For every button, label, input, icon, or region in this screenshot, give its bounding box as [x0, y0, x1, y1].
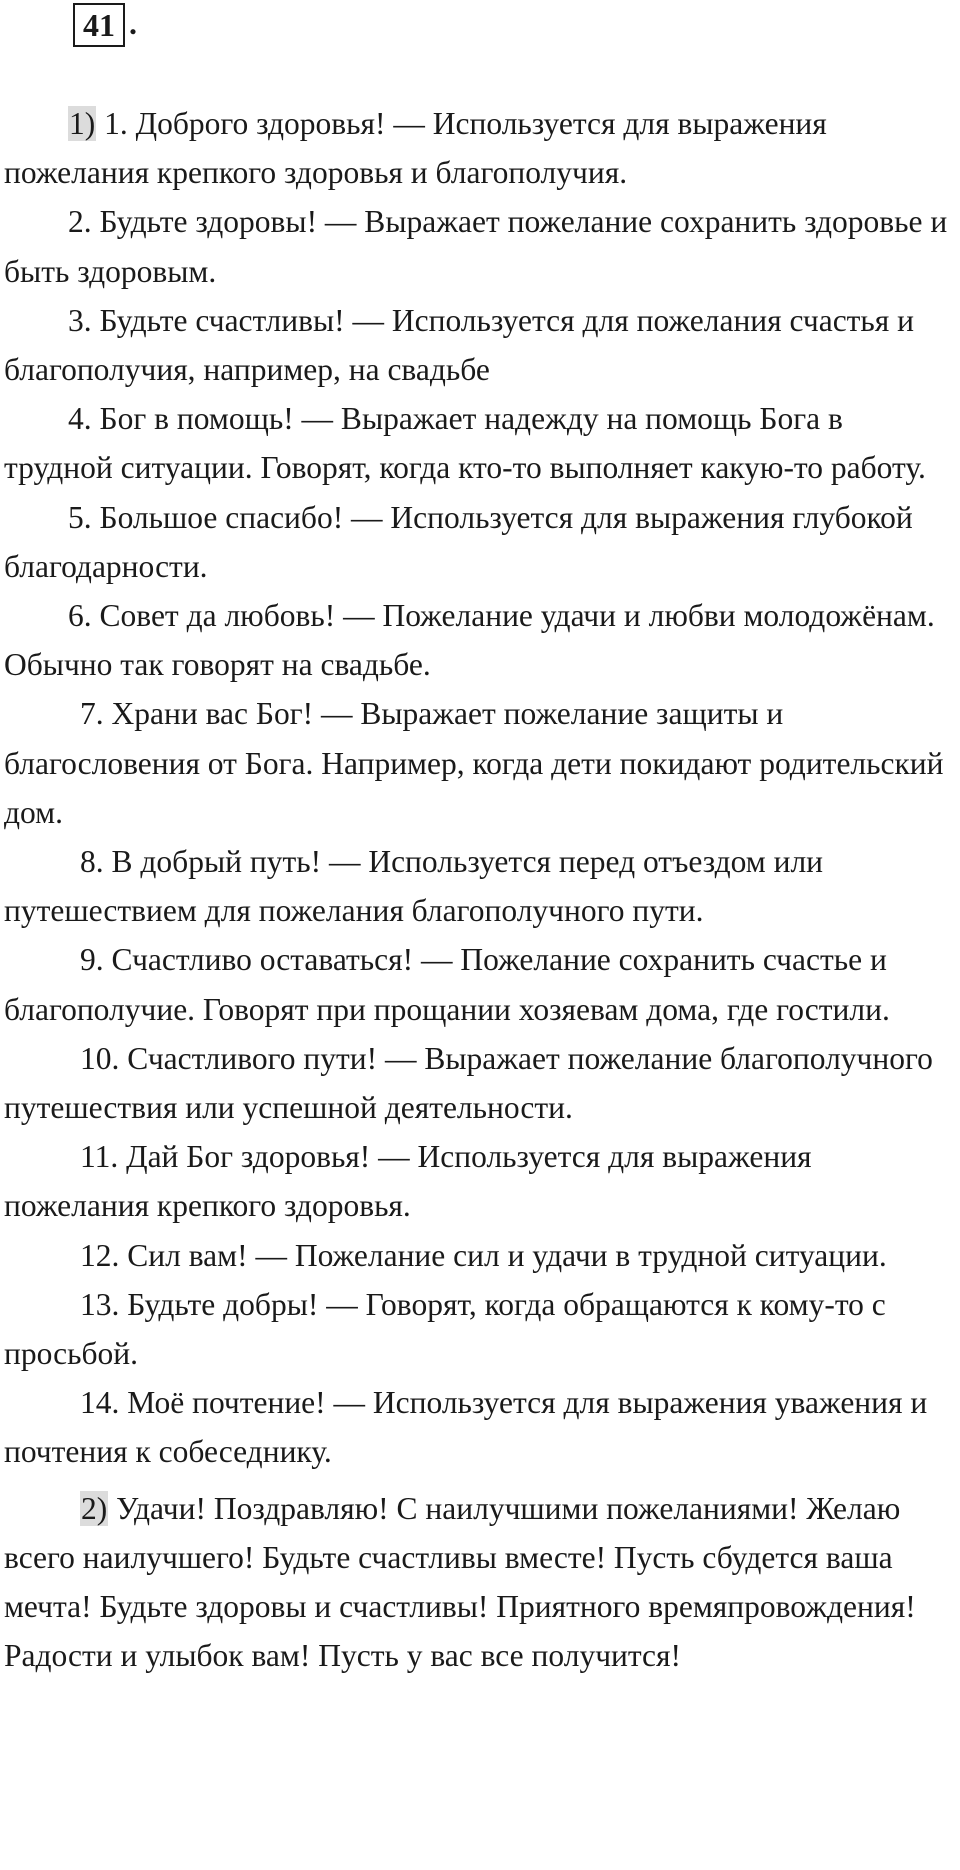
item-text: 8. В добрый путь! — Используется перед отъездом или путешествием для пожелания благополучного пути.	[4, 844, 824, 929]
part1-item-5	[4, 493, 959, 591]
part1-item-4	[4, 394, 959, 492]
item-text: 1. Доброго здоровья! — Используется для выражения пожелания крепкого здоровья и благополучия.	[4, 106, 827, 191]
item-text: 4. Бог в помощь! — Выражает надежду на помощь Бога в трудной ситуации. Говорят, когда кто-то выполняет какую-то работу.	[4, 401, 926, 486]
part1-item-2	[4, 197, 959, 295]
item-text: 12. Сил вам! — Пожелание сил и удачи в трудной ситуации.	[80, 1237, 887, 1273]
exercise-number-dot: .	[129, 5, 137, 41]
part2-text: Удачи! Поздравляю! С наилучшими пожеланиями! Желаю всего наилучшего! Будьте счастливы вместе! Пусть сбудется ваша мечта! Будьте здоровы и счастливы! Приятного времяпровождения! Радости и улыбок вам! Пусть у вас все получится!	[4, 1490, 916, 1674]
part1-item-13	[4, 1280, 959, 1378]
item-text: 10. Счастливого пути! — Выражает пожелание благополучного путешествия или успешной деятельности.	[4, 1040, 933, 1126]
answer-content	[4, 99, 959, 1681]
item-text: 2. Будьте здоровы! — Выражает пожелание сохранить здоровье и быть здоровым.	[4, 204, 948, 289]
part1-label: 1)	[69, 106, 96, 141]
part1-item-3	[4, 296, 959, 394]
item-text: 3. Будьте счастливы! — Используется для пожелания счастья и благополучия, например, на свадьбе	[4, 302, 915, 388]
part1-item-9	[4, 935, 959, 1033]
part2-paragraph	[4, 1484, 959, 1681]
item-text: 6. Совет да любовь! — Пожелание удачи и любви молодожёнам. Обычно так говорят на свадьбе.	[4, 598, 935, 683]
exercise-number-box: 41	[73, 3, 125, 47]
part1-item-11	[4, 1132, 959, 1230]
part2-label: 2)	[81, 1490, 108, 1526]
item-text: 11. Дай Бог здоровья! — Используется для выражения пожелания крепкого здоровья.	[4, 1139, 812, 1224]
part1-item-7	[4, 689, 959, 837]
part1-item-10	[4, 1034, 959, 1132]
item-text: 14. Моё почтение! — Используется для выражения уважения и почтения к собеседнику.	[4, 1385, 928, 1470]
item-text: 9. Счастливо оставаться! — Пожелание сохранить счастье и благополучие. Говорят при прощании хозяевам дома, где гостили.	[4, 942, 890, 1027]
item-text: 13. Будьте добры! — Говорят, когда обращаются к кому-то с просьбой.	[4, 1286, 886, 1372]
part1-item-12	[4, 1231, 959, 1280]
item-text: 5. Большое спасибо! — Используется для выражения глубокой благодарности.	[4, 499, 913, 584]
item-text: 7. Храни вас Бог! — Выражает пожелание защиты и благословения от Бога. Например, когда дети покидают родительский дом.	[4, 696, 944, 830]
part1-item-1	[4, 99, 959, 197]
part1-item-14	[4, 1378, 959, 1476]
part1-item-8	[4, 837, 959, 935]
part1-item-6	[4, 591, 959, 689]
